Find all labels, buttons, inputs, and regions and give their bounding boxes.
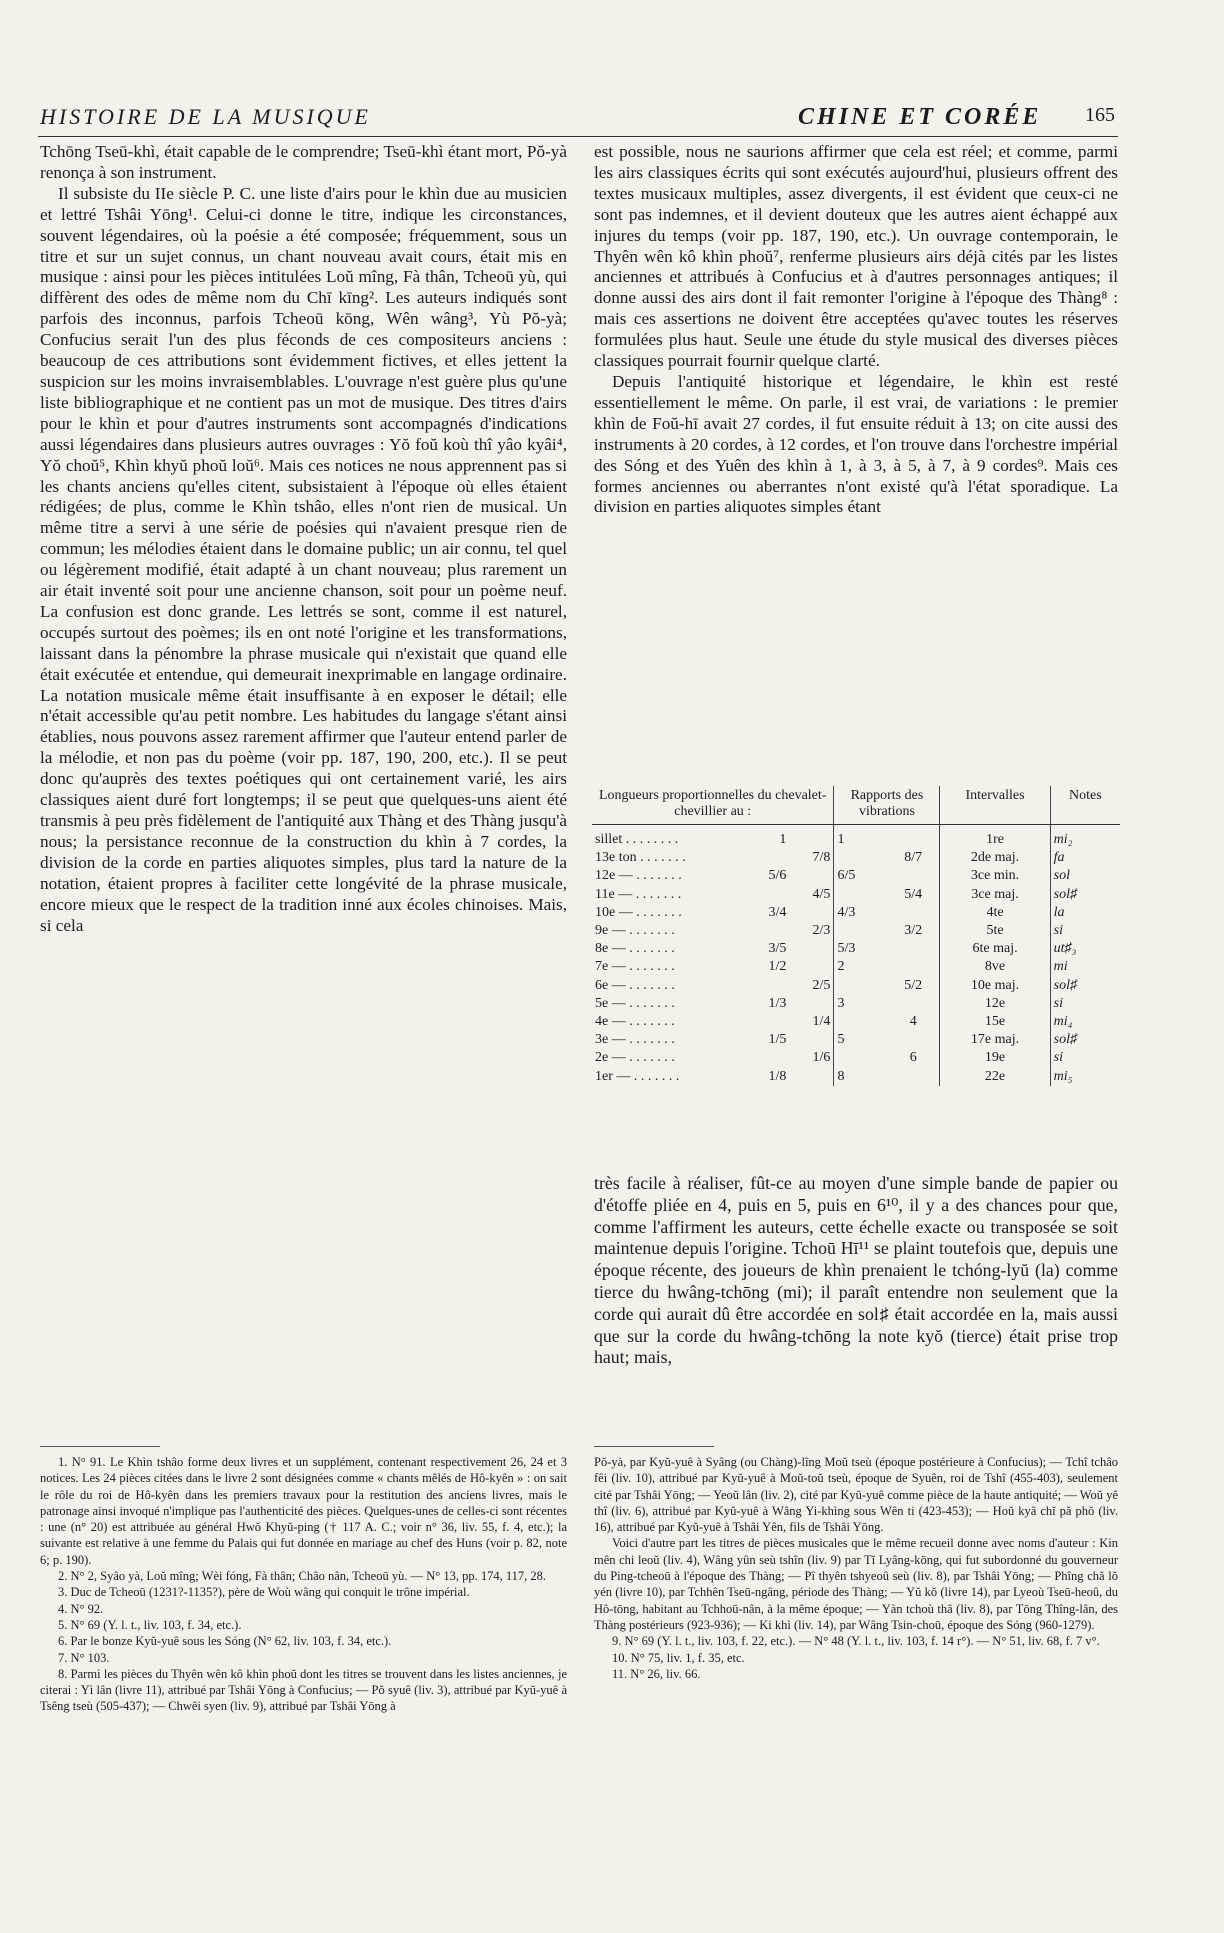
- table-row: [592, 922, 1120, 940]
- cell-vibration-ratio: 8/7: [904, 850, 923, 866]
- footnote: 8. Parmi les pièces du Thyên wên kô khìn phoŭ dont les titres se trouvent dans les listes anciennes, je citerai : Yì lân (livre 11), attribué par Tshâi Yōng à Confucius; — Pŏ syuê (liv. 3), attribué par Kyŭ-yuê à Tsêng tseù (505-437); — Chwêi syen (liv. 9), attribué par Tshâi Yōng à: [40, 1666, 567, 1714]
- cell-note: si: [1050, 995, 1120, 1013]
- cell-note: si: [1050, 1049, 1120, 1067]
- cell-vibration-ratio: [887, 958, 940, 976]
- string-ratio-table: [592, 786, 1120, 1086]
- cell-interval: 3ce maj.: [940, 886, 1050, 904]
- cell-length-ratio: [737, 886, 789, 904]
- cell-length-ratio: [789, 1031, 834, 1049]
- cell-length-ratio: 2/5: [812, 977, 831, 993]
- cell-row-label: 6e — . . . . . . .: [595, 977, 675, 993]
- cell-row-label: 2e — . . . . . . .: [595, 1050, 675, 1066]
- cell-note: sol♯: [1050, 977, 1120, 995]
- cell-interval: 1re: [940, 825, 1050, 850]
- cell-note: mi₂: [1050, 825, 1120, 850]
- cell-interval: 5te: [940, 922, 1050, 940]
- cell-note: la: [1050, 904, 1120, 922]
- cell-length-ratio: [789, 940, 834, 958]
- cell-interval: 3ce min.: [940, 867, 1050, 885]
- cell-vibration-ratio: 2: [834, 958, 887, 976]
- cell-note: mi₅: [1050, 1068, 1120, 1086]
- header-rule: [38, 136, 1118, 137]
- left-column: [40, 142, 567, 936]
- cell-length-ratio: [737, 849, 789, 867]
- footnote: 10. N° 75, liv. 1, f. 35, etc.: [612, 1650, 745, 1665]
- footnote: Voici d'autre part les titres de pièces musicales que le même recueil donne avec noms d'auteur : Kin mên chi leoŭ (liv. 4), Wâng yûn seù tshîn (liv. 9) par Tĭ Lyâng-kōng, qui fut subordonné du gouverneur du Ping-tcheoū à l'époque des Thàng; — Pî thyên tshyeoû seù (liv. 8), par Tshâi Yōng; — Phîng chă lŏ yén (livre 10), par Tchhên Tseū-ngâng, période des Thàng; — Yŭ kŏ (livre 14), par Lyeoù Tseū-heoû, du Hô-tōng, habitant au Tchhoū-nân, à la même époque; — Yàn tchoù thâ (liv. 8), par Tōng Thîng-lân, des Thàng postérieurs (923-936); — Ki khì (liv. 14), par Wâng Tsin-choū, époque des Sóng (960-1279).: [594, 1536, 1118, 1632]
- right-column-bottom: [594, 1173, 1118, 1369]
- table-row: [592, 904, 1120, 922]
- cell-length-ratio: 2/3: [812, 923, 831, 939]
- table-row: [592, 940, 1120, 958]
- cell-interval: 17e maj.: [940, 1031, 1050, 1049]
- cell-vibration-ratio: 1: [834, 825, 887, 850]
- cell-interval: 4te: [940, 904, 1050, 922]
- cell-note: sol: [1050, 867, 1120, 885]
- cell-vibration-ratio: [887, 867, 940, 885]
- cell-row-label: 11e — . . . . . . .: [595, 886, 682, 902]
- footnote: 2. N° 2, Syâo yà, Loŭ mîng; Wèi fóng, Fà thân; Châo nân, Tcheoū yù. — N° 13, pp. 174, 117, 28.: [58, 1569, 547, 1584]
- table-row: [592, 1049, 1120, 1067]
- cell-note: fa: [1050, 849, 1120, 867]
- cell-vibration-ratio: 4/3: [834, 904, 887, 922]
- footnotes-left: [40, 1454, 567, 1715]
- cell-length-ratio: 1/6: [812, 1050, 831, 1066]
- cell-interval: 19e: [940, 1049, 1050, 1067]
- cell-interval: 22e: [940, 1068, 1050, 1086]
- running-head-title: HISTOIRE DE LA MUSIQUE: [40, 104, 371, 129]
- cell-interval: 2de maj.: [940, 849, 1050, 867]
- cell-note: mi₄: [1050, 1013, 1120, 1031]
- footnote: 4. N° 92.: [58, 1601, 104, 1616]
- cell-vibration-ratio: 4: [909, 1014, 917, 1030]
- page-number: 165: [1085, 104, 1115, 126]
- table-header: Longueurs proportionnelles du chevalet-chevillier au :: [592, 786, 834, 825]
- cell-length-ratio: 3/4: [768, 904, 787, 920]
- paragraph: est possible, nous ne saurions affirmer que cela est réel; et comme, parmi les airs classiques écrits qui sont exécutés aujourd'hui, plusieurs offrent des textes musicaux multiples, assez divergents, il est évident que ceux-ci ne sont pas indemnes, et il devient douteux que les autres aient échappé aux injures du temps (voir pp. 187, 190, etc.). Un ouvrage contemporain, le Thyên wên kô khìn phoŭ⁷, renferme plusieurs airs déjà cités par les listes anciennes et attribués à Confucius et à d'autres personnages antiques; il donne aussi des airs dont il fait remonter l'origine à l'époque des Thàng⁸ : mais ces assertions ne doivent être acceptées qu'avec toutes les réserves formulées plus haut. Seule une étude du style musical des diverses pièces classiques pourrait fournir quelque clarté.: [594, 142, 1118, 371]
- cell-vibration-ratio: [887, 825, 940, 850]
- cell-row-label: 7e — . . . . . . .: [595, 959, 675, 975]
- footnote: Pŏ-yà, par Kyŭ-yuê à Syâng (ou Chàng)-lîng Moŭ tseù (époque postérieure à Confucius); — Tchî tchâo fêi (liv. 10), attribué par Kyŭ-yuê à Moŭ-toŭ tseù, époque de Syuên, roi de Tshî (455-403), seulement cité par Tshâi Yōng; — Yeoŭ lân (liv. 2), cité par Kyŭ-yuê comme pièce de la haute antiquité; — Woŭ yĕ thî (liv. 6), attribué par Kyŭ-yuê à Wâng Yi-khìng sous Wên ti (423-453); — Hoŭ kyâ chĭ pă phŏ (liv. 16), attribué par Kyŭ-yuê à Tshâi Yên, fils de Tshâi Yōng.: [594, 1455, 1118, 1535]
- cell-interval: 6te maj.: [940, 940, 1050, 958]
- cell-length-ratio: [789, 958, 834, 976]
- cell-length-ratio: 3/5: [768, 941, 787, 957]
- cell-vibration-ratio: [887, 1068, 940, 1086]
- cell-note: sol♯: [1050, 1031, 1120, 1049]
- cell-length-ratio: [737, 922, 789, 940]
- cell-length-ratio: [737, 1013, 789, 1031]
- footnote: 5. N° 69 (Y. l. t., liv. 103, f. 34, etc.).: [58, 1617, 242, 1632]
- cell-vibration-ratio: [834, 849, 887, 867]
- cell-length-ratio: [737, 977, 789, 995]
- cell-vibration-ratio: [887, 995, 940, 1013]
- cell-row-label: 13e ton . . . . . . .: [595, 850, 686, 866]
- cell-length-ratio: [789, 904, 834, 922]
- cell-vibration-ratio: [834, 922, 887, 940]
- cell-interval: 10e maj.: [940, 977, 1050, 995]
- cell-vibration-ratio: 6: [909, 1050, 917, 1066]
- cell-vibration-ratio: 6/5: [834, 867, 887, 885]
- cell-length-ratio: 7/8: [812, 850, 831, 866]
- cell-length-ratio: [789, 867, 834, 885]
- cell-vibration-ratio: 5/2: [904, 977, 923, 993]
- cell-length-ratio: [737, 1049, 789, 1067]
- cell-row-label: sillet . . . . . . . .: [595, 832, 679, 847]
- footnotes-right: [594, 1454, 1118, 1682]
- paragraph: Depuis l'antiquité historique et légendaire, le khìn est resté essentiellement le même. On parle, il est vrai, de variations : le premier khìn de Foŭ-hī avait 27 cordes, il fut ensuite réduit à 13; on cite aussi des instruments à 20 cordes, à 12 cordes, et l'on trouve dans l'orchestre impérial des Sóng et des Yuên des khìn à 1, à 3, à 5, à 7, à 9 cordes⁹. Mais ces formes anciennes ou aberrantes n'ont existé qu'à l'état sporadique. La division en parties aliquotes simples étant: [594, 371, 1118, 517]
- table-header: Intervalles: [940, 786, 1050, 825]
- cell-vibration-ratio: [834, 977, 887, 995]
- cell-row-label: 4e — . . . . . . .: [595, 1014, 675, 1030]
- footnote: 11. N° 26, liv. 66.: [612, 1666, 701, 1681]
- footnote: 3. Duc de Tcheoū (1231?-1135?), père de Woù wâng qui conquit le trône impérial.: [58, 1585, 470, 1600]
- table-row: [592, 958, 1120, 976]
- cell-interval: 15e: [940, 1013, 1050, 1031]
- cell-length-ratio: [789, 995, 834, 1013]
- footnote-rule: [594, 1446, 714, 1447]
- table-row: [592, 1068, 1120, 1086]
- footnote: 9. N° 69 (Y. l. t., liv. 103, f. 22, etc.). — N° 48 (Y. l. t., liv. 103, f. 14 r°). — N° 51, liv. 68, f. 7 v°.: [612, 1634, 1100, 1649]
- table-row: [592, 849, 1120, 867]
- table-row: [592, 825, 1120, 850]
- table-row: [592, 867, 1120, 885]
- table-row: [592, 1031, 1120, 1049]
- table-row: [592, 977, 1120, 995]
- cell-vibration-ratio: [887, 1031, 940, 1049]
- cell-length-ratio: 1: [779, 832, 787, 847]
- cell-interval: 12e: [940, 995, 1050, 1013]
- footnote-rule: [40, 1446, 160, 1447]
- cell-note: sol♯: [1050, 886, 1120, 904]
- cell-row-label: 9e — . . . . . . .: [595, 923, 675, 939]
- cell-vibration-ratio: 3/2: [904, 923, 923, 939]
- cell-vibration-ratio: [887, 940, 940, 958]
- table-header: Rapports des vibrations: [834, 786, 940, 825]
- cell-interval: 8ve: [940, 958, 1050, 976]
- cell-row-label: 10e — . . . . . . .: [595, 904, 682, 920]
- cell-vibration-ratio: [887, 904, 940, 922]
- footnote: 7. N° 103.: [58, 1650, 110, 1665]
- cell-length-ratio: 1/3: [768, 995, 787, 1011]
- cell-vibration-ratio: [834, 1049, 887, 1067]
- running-head-section: CHINE ET CORÉE: [798, 104, 1042, 130]
- cell-length-ratio: [789, 1068, 834, 1086]
- cell-row-label: 1er — . . . . . . .: [595, 1068, 680, 1084]
- paragraph: Tchōng Tseū-khì, était capable de le comprendre; Tseū-khì étant mort, Pŏ-yà renonça à son instrument.: [40, 142, 567, 182]
- cell-length-ratio: 1/8: [768, 1068, 787, 1084]
- cell-length-ratio: 1/5: [768, 1032, 787, 1048]
- cell-length-ratio: 5/6: [768, 868, 787, 884]
- cell-row-label: 3e — . . . . . . .: [595, 1032, 675, 1048]
- table-row: [592, 886, 1120, 904]
- cell-note: mi: [1050, 958, 1120, 976]
- cell-length-ratio: [789, 825, 834, 850]
- cell-vibration-ratio: 5/3: [834, 940, 887, 958]
- footnote: 6. Par le bonze Kyŭ-yuê sous les Sóng (N° 62, liv. 103, f. 34, etc.).: [58, 1634, 392, 1649]
- paragraph: très facile à réaliser, fût-ce au moyen d'une simple bande de papier ou d'étoffe pliée en 4, puis en 5, puis en 6¹⁰, il y a des chances pour que, comme l'affirment les auteurs, cette échelle exacte ou transposée se soit maintenue depuis l'origine. Tchoū Hī¹¹ se plaint toutefois que, depuis une époque récente, des joueurs de khìn prenaient le tchóng-lyŭ (la) comme tierce du hwâng-tchōng (mi); il paraît entendre non seulement que la corde qui aurait dû être accordée en sol♯ était accordée en la, mais aussi que sur la corde du hwâng-tchōng la note kyŏ (tierce) était prise trop haut; mais,: [594, 1173, 1118, 1368]
- right-column-top: [594, 142, 1118, 518]
- cell-vibration-ratio: 5/4: [904, 886, 923, 902]
- table-row: [592, 1013, 1120, 1031]
- table-row: [592, 995, 1120, 1013]
- cell-vibration-ratio: [834, 1013, 887, 1031]
- cell-length-ratio: 1/4: [812, 1014, 831, 1030]
- cell-length-ratio: 4/5: [812, 886, 831, 902]
- cell-note: si: [1050, 922, 1120, 940]
- cell-vibration-ratio: 5: [834, 1031, 887, 1049]
- cell-vibration-ratio: 3: [834, 995, 887, 1013]
- cell-note: ut♯₃: [1050, 940, 1120, 958]
- footnote: 1. N° 91. Le Khìn tshâo forme deux livres et un supplément, contenant respectivement 26, 24 et 3 notices. Les 24 pièces citées dans le livre 2 sont désignées comme « chants mêlés de Hô-kyên » : on sait le rôle du roi de Hô-kyên dans les premiers travaux pour la restitution des anciens livres, mais le patronage ainsi invoqué n'implique pas l'authenticité des pièces. Quelques-unes de celles-ci sont récentes : une (n° 20) est attribuée au général Hwŏ Khyŭ-ping († 117 A. C.; voir n° 36, liv. 55, f. 4, etc.); la suivante est relative à une femme du Palais qui fut donnée en mariage au chef des Huns (voir p. 82, note 6; p. 190).: [40, 1455, 567, 1567]
- cell-row-label: 8e — . . . . . . .: [595, 941, 675, 957]
- cell-row-label: 5e — . . . . . . .: [595, 995, 675, 1011]
- cell-length-ratio: 1/2: [768, 959, 787, 975]
- cell-vibration-ratio: 8: [834, 1068, 887, 1086]
- paragraph: Il subsiste du IIe siècle P. C. une liste d'airs pour le khìn due au musicien et lettré Tshâi Yōng¹. Celui-ci donne le titre, indique les circonstances, souvent légendaires, où la poésie a été composée; fréquemment, sous un titre et sur un sujet connus, un chant nouveau avait cours, était mis en musique : ainsi pour les pièces intitulées Loŭ mîng, Fà thân, Tcheoū yù, qui diffèrent des odes de même nom du Chī kīng². Les auteurs indiqués sont parfois des inconnus, parfois Tcheoū kōng, Wên wâng³, Yù Pŏ-yà; Confucius serait l'un des plus féconds de ces compositeurs anciens : beaucoup de ces attributions sont évidemment fictives, et elles jettent la suspicion sur les moins invraisemblables. L'ouvrage n'est guère plus qu'une liste bibliographique et ne contient pas un mot de musique. Des titres d'airs pour le khìn et pour d'autres instruments sont accompagnés d'indications aussi légendaires dans plusieurs autres ouvrages : Yŏ foŭ koù thî yâo kyâi⁴, Yŏ choŭ⁵, Khìn khyŭ phoŭ loŭ⁶. Mais ces notices ne nous apprennent pas si les chants anciens qu'elles citent, subsistaient à l'époque où elles étaient rédigées; de plus, comme le Khìn tshâo, elles n'ont rien de musical. Un même titre a servi à une série de poésies qui n'avaient presque rien de commun; les mélodies étaient dans le domaine public; un air connu, tel quel ou légèrement modifié, était adapté à un chant nouveau; plus rarement un air était inventé soit pour une ancienne chanson, soit pour un poème neuf. La confusion est donc grande. Les lettrés se sont, comme il est naturel, occupés surtout des poèmes; ils en ont noté l'origine et les transformations, laissant dans la pénombre la phrase musicale qui n'existait que quand elle était exécutée et entendue, qui demeurait inexprimable en langage ordinaire. La notation musicale même était insuffisante à en exposer le détail; elle n'était accessible qu'au petit nombre. Les habitudes du langage s'étant ainsi établies, nous pouvons assez rarement affirmer que l'auteur entend parler de la mélodie, et non pas du poème (voir pp. 187, 190, 200, etc.). Il se peut donc qu'auprès des textes poétiques qui ont certainement varié, les airs classiques aient duré fort longtemps; il se peut que quelques-uns aient été transmis à peu près fidèlement de l'antiquité aux Thàng et des Thàng jusqu'à nous; la persistance reconnue de la construction du khìn à 7 cordes, la division de la corde en parties aliquotes simples, plus tard la nature de la notation, étaient propres à faciliter cette longévité de la phrase musicale, encore mieux que le respect de la tradition inné aux écoles chinoises. Mais, si cela: [40, 183, 567, 935]
- table-header: Notes: [1050, 786, 1120, 825]
- cell-row-label: 12e — . . . . . . .: [595, 868, 682, 884]
- cell-vibration-ratio: [834, 886, 887, 904]
